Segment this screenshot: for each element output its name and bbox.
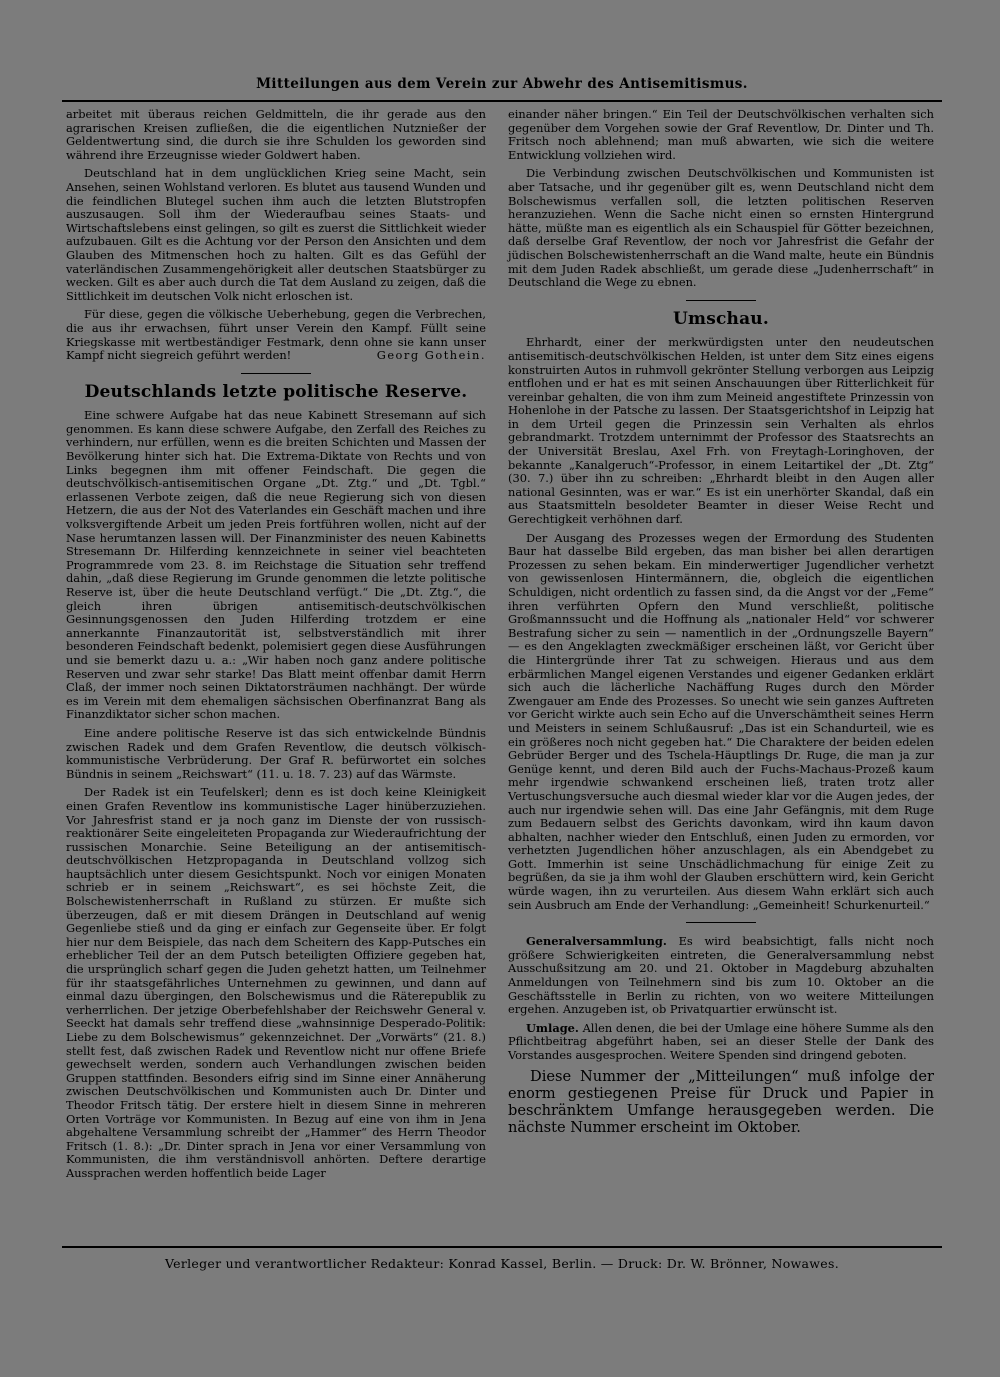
left-paragraph-6: Der Radek ist ein Teufelskerl; denn es ist doch keine Kleinigkeit einen Grafen Reventlow ins kommunistische Lager hinüberzuziehen. Vor Jahresfrist stand er ja noch ganz im Dienste der von russisch-reaktionärer Seite eingeleiteten Propaganda zur Wiederaufrichtung der russischen Monarchie. Seine Beteiligung an der antisemitisch-deutschvölkischen Hetzpropaganda in Deutschland vollzog sich hauptsächlich unter diesem Gesichtspunkt. Noch vor einigen Monaten schrieb er in seinem „Reichswart“, es sei höchste Zeit, die Bolschewistenherrschaft in Rußland zu stürzen. Er mußte sich überzeugen, daß er mit diesem Drängen in Deutschland auf wenig Gegenliebe stieß und da ging er einfach zur Gegenseite über. Er folgt hier nur dem Beispiele, das nach dem Scheitern des Kapp-Putsches ein erheblicher Teil der an dem Putsch beteiligten Offiziere gegeben hat, die ursprünglich scharf gegen die Juden gehetzt hatten, um Teilnehmer für ihr staatsgefährliches Unternehmen zu gewinnen, und dann auf einmal dazu übergingen, den Bolschewismus und die Räterepublik zu verherrlichen. Der jetzige Oberbefehlshaber der Reichswehr General v. Seeckt hat damals sehr treffend diese „wahnsinnige Desperado-Politik: Liebe zu dem Bolschewismus“ gekennzeichnet. Der „Vorwärts“ (21. 8.) stellt fest, daß zwischen Radek und Reventlow nicht nur offene Briefe gewechselt werden, sondern auch Verhandlungen zwischen beiden Gruppen stattfinden. Besonders eifrig sind im Sinne einer Annäherung zwischen Deutschvölkischen und Kommunisten auch Dr. Dinter und Theodor Fritsch tätig. Der erstere hielt in diesem Sinne in mehreren Orten Vorträge vor Kommunisten. In Bezug auf eine von ihm in Jena abgehaltene Versammlung schreibt der „Hammer“ des Herrn Theodor Fritsch (1. 8.): „Dr. Dinter sprach in Jena vor einer Versammlung von Kommunisten, die ihm verständnisvoll anhörten. Deftere derartige Aussprachen werden hoffentlich beide Lager <box>66 785 486 1180</box>
article-heading-umschau: Umschau. <box>673 308 769 329</box>
left-paragraph-1: arbeitet mit überaus reichen Geldmitteln, die ihr gerade aus den agrarischen Kreisen zufließen, die die eigentlichen Nutznießer der Geldentwertung sind, die durch sie ihre Schulden los geworden sind während ihre Erzeugnisse wieder Goldwert haben. <box>66 107 486 162</box>
right-paragraph-3: Ehrhardt, einer der merkwürdigsten unter den neudeutschen antisemitisch-deutschvölkischen Helden, ist unter dem Sitz eines eigens konstruirten Autos in ruhmvoll gekrönter Stellung verborgen aus Leipzig entflohen und er hat es mit seinen Anschauungen über Ritterlichkeit für vereinbar gehalten, die von ihm zum Meineid angestiftete Prinzessin von Hohenlohe in der Patsche zu lassen. Der Staatsgerichtshof in Leipzig hat in dem Urteil gegen die Prinzessin sein Verhalten als ehrlos gebrandmarkt. Trotzdem unternimmt der Professor des Staatsrechts an der Universität Breslau, Axel Frh. von Freytagh-Loringhoven, der bekannte „Kanalgeruch“-Professor, in einem Leitartikel der „Dt. Ztg“ (30. 7.) über ihn zu schreiben: „Ehrhardt bleibt in den Augen aller national Gesinnten, was er war.“ Es ist ein unerhörter Skandal, daß ein aus Staatsmitteln besoldeter Beamter in dieser Weise Recht und Gerechtigkeit verhöhnen darf. <box>508 335 934 527</box>
right-paragraph-2: Die Verbindung zwischen Deutschvölkischen und Kommunisten ist aber Tatsache, und ihr gegenüber gilt es, wenn Deutschland nicht dem Bolschewismus verfallen soll, die letzten politischen Reserven heranzuziehen. Wenn die Sache nicht einen so ernsten Hintergrund hätte, müßte man es eigentlich als ein Schauspiel für Götter bezeichnen, daß derselbe Graf Reventlow, der noch vor Jahresfrist die Gefahr der jüdischen Bolschewistenherrschaft an die Wand malte, heute ein Bündnis mit dem Juden Radek abschließt, um gerade diese „Judenherrschaft“ in Deutschland die Wege zu ebnen. <box>508 166 934 290</box>
left-paragraph-3 <box>66 308 486 362</box>
levy-label: Umlage. <box>526 1020 579 1035</box>
footer-rule <box>62 1246 942 1248</box>
imprint-footer: Verleger und verantwortlicher Redakteur: Konrad Kassel, Berlin. — Druck: Dr. W. Brönner, Nowawes. <box>164 1256 839 1271</box>
left-paragraph-2: Deutschland hat in dem unglücklichen Krieg seine Macht, sein Ansehen, seinen Wohlstand verloren. Es blutet aus tausend Wunden und die feindlichen Blutegel suchen ihm auch die letzten Blutstropfen auszusaugen. Soll ihm der Wiederaufbau seines Staats- und Wirtschaftslebens einst gelingen, so gilt es zuerst die Sittlichkeit wieder aufzubauen. Gilt es die Achtung vor der Person den Ansichten und dem Glauben des Mitmenschen hoch zu halten. Gilt es das Gefühl der vaterländischen Zusammengehörigkeit aller deutschen Staatsbürger zu wecken. Gilt es aber auch durch die Tat dem Ausland zu zeigen, daß die Sittlichkeit im deutschen Volk nicht erloschen ist. <box>66 166 486 303</box>
section-separator <box>241 373 311 374</box>
section-separator <box>686 300 756 301</box>
general-assembly-label: Generalversammlung. <box>526 934 667 949</box>
left-paragraph-4: Eine schwere Aufgabe hat das neue Kabinett Stresemann auf sich genommen. Es kann diese schwere Aufgabe, den Zerfall des Reiches zu verhindern, nur erfüllen, wenn es die breiten Schichten und Massen der Bevölkerung hinter sich hat. Die Extrema-Diktate von Rechts und von Links begegnen ihm mit offener Feindschaft. Die gegen die deutschvölkisch-antisemitischen Organe „Dt. Ztg.“ und „Dt. Tgbl.“ erlassenen Verbote zeigen, daß die neue Regierung sich von diesen Hetzern, die aus der Not des Vaterlandes ein Geschäft machen und ihre volksvergiftende Arbeit um jeden Preis fortführen wollen, nicht auf der Nase herumtanzen lassen will. Der Finanzminister des neuen Kabinetts Stresemann Dr. Hilferding kennzeichnete in seiner viel beachteten Programmrede vom 23. 8. im Reichstage die Situation sehr treffend dahin, „daß diese Regierung im Grunde genommen die letzte politische Reserve ist, über die heute Deutschland verfügt.“ Die „Dt. Ztg.“, die gleich ihren übrigen antisemitisch-deutschvölkischen Gesinnungsgenossen den Juden Hilferding trotzdem er eine annerkannte Finanzautorität ist, selbstverständlich mit ihrer besonderen Feindschaft bedenkt, polemisiert gegen diese Ausführungen und sie bemerkt dazu u. a.: „Wir haben noch ganz andere politische Reserven und zwar sehr starke! Das Blatt meint offenbar damit Herrn Claß, der immer noch seinen Diktatorsträumen nachhängt. Der würde es im Verein mit dem ehemaligen sächsischen Oberfinanzrat Bang als Finanzdiktator sicher schon machen. <box>66 408 486 722</box>
general-assembly-text: Es wird beabsichtigt, falls nicht noch größere Schwierigkeiten eintreten, die Generalversammlung nebst Ausschußsitzung am 20. und 21. Oktober in Magdeburg abzuhalten Anmeldungen von Teilnehmern sind bis zum 10. Oktober an die Geschäftsstelle in Berlin zu richten, von wo weitere Mitteilungen ergehen. Anzugeben ist, ob Privatquartier erwünscht ist. <box>508 934 934 1017</box>
levy-text: Allen denen, die bei der Umlage eine höhere Summe als den Pflichtbeitrag abgeführt haben, sei an dieser Stelle der Dank des Vorstandes ausgesprochen. Weitere Spenden sind dringend geboten. <box>508 1020 934 1062</box>
author-signature: Georg Gothein. <box>376 348 486 363</box>
article-heading-reserve: Deutschlands letzte politische Reserve. <box>84 381 468 402</box>
general-assembly-notice <box>508 935 934 1017</box>
left-column <box>66 108 486 1186</box>
left-paragraph-5: Eine andere politische Reserve ist das sich entwickelnde Bündnis zwischen Radek und dem Grafen Reventlow, die deutsch völkisch-kommunistische Verbrüderung. Der Graf R. befürwortet ein solches Bündnis in seinem „Reichswart“ (11. u. 18. 7. 23) auf das Wärmste. <box>66 725 486 781</box>
header-rule <box>62 100 942 102</box>
right-paragraph-1: einander näher bringen.“ Ein Teil der Deutschvölkischen verhalten sich gegenüber dem Vorgehen sowie der Graf Reventlow, Dr. Dinter und Th. Fritsch noch ablehnend; man muß abwarten, wie sich die weitere Entwicklung vollziehen wird. <box>508 107 934 162</box>
issue-notice: Diese Nummer der „Mitteilungen“ muß infolge der enorm gestiegenen Preise für Druck und Papier in beschränktem Umfange herausgegeben werden. Die nächste Nummer erscheint im Oktober. <box>508 1067 934 1136</box>
right-paragraph-4: Der Ausgang des Prozesses wegen der Ermordung des Studenten Baur hat dasselbe Bild ergeben, das man bisher bei allen derartigen Prozessen zu sehen bekam. Ein minderwertiger Jugendlicher verhetzt von gewissenlosen Hintermännern, die, obgleich die eigentlichen Schuldigen, nicht ordentlich zu fassen sind, da die Angst vor der „Feme“ ihren verführten Opfern den Mund verschließt, politische Großmannssucht und die Hoffnung als „nationaler Held“ vor schwerer Bestrafung sicher zu sein — namentlich in der „Ordnungszelle Bayern“ — es den Angeklagten zweckmäßiger erscheinen läßt, vor Gericht über die Hintergründe ihrer Tat zu schweigen. Hieraus und aus dem erbärmlichen Mangel eigenen Verstandes und eigener Gedanken erklärt sich auch die lächerliche Nachäffung Ruges durch den Mörder Zwengauer am Ende des Prozesses. So unecht wie sein ganzes Auftreten vor Gericht wirkte auch sein Echo auf die Unverschämtheit seines Herrn und Meisters in seinem Schlußausruf: „Das ist ein Schandurteil, wie es ein größeres noch nicht gegeben hat.“ Die Charaktere der beiden edelen Gebrüder Berger und des Tschela-Häuptlings Dr. Ruge, die man ja zur Genüge kennt, und deren Bild auch der Fuchs-Machaus-Prozeß kaum mehr irgendwie schwankend erscheinen ließ, traten trotz aller Vertuschungsversuche auch diesmal wieder klar vor die Augen jedes, der auch nur irgendwie sehen will. Das eine Jahr Gefängnis, mit dem Ruge zum Bedauern selbst des Gerichts davonkam, wird ihn kaum davon abhalten, nachher wieder den Entschluß, einen Juden zu ermorden, vor verhetzten Jugendlichen höher anzuschlagen, als ein Abendgebet zu Gott. Immerhin ist seine Unschädlichmachung für einige Zeit zu begrüßen, da sie ja ihm wohl der Glauben erschüttern wird, kein Gericht würde wagen, ihn zu verurteilen. Aus diesem Wahn erklärt sich auch sein Ausbruch am Ende der Verhandlung: „Gemeinheit! Schurkenurteil.“ <box>508 530 934 912</box>
page-header: Mitteilungen aus dem Verein zur Abwehr des Antisemitismus. <box>256 76 748 92</box>
levy-notice <box>508 1022 934 1063</box>
section-separator <box>686 922 756 923</box>
appeal-text: Für diese, gegen die völkische Ueberhebung, gegen die Verbrechen, die aus ihr erwachsen, führt unser Verein den Kampf. Füllt seine Kriegskasse mit wertbeständiger Festmark, denn ohne sie kann unser Kampf nicht siegreich geführt werden! <box>66 307 486 363</box>
right-column <box>508 108 934 1141</box>
